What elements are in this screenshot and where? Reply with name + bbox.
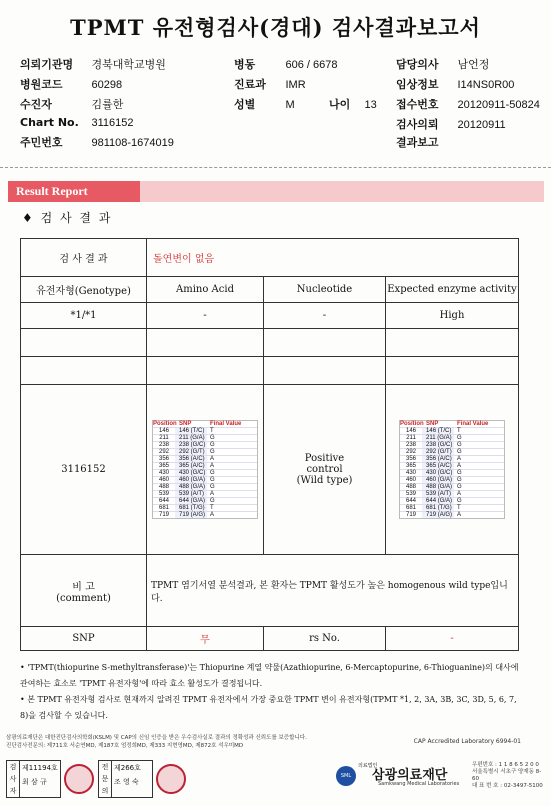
empty-cell [147, 357, 264, 385]
snp-cell: 460 [406, 477, 417, 483]
stamp-name-2: 조 영 숙 [114, 778, 139, 786]
stamp-text-2 [111, 760, 153, 798]
empty-cell [147, 329, 264, 357]
snp-row [21, 627, 519, 651]
snp-row [153, 441, 257, 448]
result-row [21, 239, 519, 277]
snp-cell: 211 [159, 435, 169, 441]
receipt-value: 20120911-50824 [457, 99, 540, 111]
footer-line-1: 삼광의료재단은 대한진단검사의학회(KSLM) 및 CAP의 신임 인증을 받은 우수검사실로 결과의 정확성과 신뢰도를 보증합니다. [6, 735, 307, 741]
column-header-row [21, 277, 519, 303]
snp-cell: 719 [158, 512, 169, 518]
sex-row [234, 96, 377, 112]
snp-cell: 365 (A/C) [175, 463, 207, 469]
receipt-label: 접수번호 [396, 98, 439, 111]
snp-cell: 292 [406, 449, 417, 455]
ward-value: 606 / 6678 [285, 59, 338, 71]
snp-cell: G [457, 435, 462, 441]
sample-snp-table [152, 420, 258, 519]
doctor-label: 담당의사 [396, 58, 439, 71]
snp-cell: 238 [406, 442, 417, 448]
snp-cell: 292 (G/T) [422, 449, 454, 455]
snp-cell: G [210, 477, 215, 483]
sex-value: M [285, 99, 295, 111]
snp-row [400, 483, 504, 490]
control-line-1: Positive [304, 453, 345, 464]
rs-label: rs No. [264, 627, 386, 651]
snp-row [153, 434, 257, 441]
snp-row [400, 462, 504, 469]
snp-cell: G [210, 449, 215, 455]
snp-cell: 292 [158, 449, 169, 455]
snp-cell: 488 (G/A) [422, 484, 454, 490]
snp-row [153, 427, 257, 434]
snp-row [153, 497, 257, 504]
snp-row [153, 483, 257, 490]
snp-row [153, 511, 257, 518]
snp-header-cell: SNP [426, 421, 439, 427]
doctor-row [396, 56, 489, 72]
snp-row [153, 476, 257, 483]
snp-cell: 430 (G/C) [175, 470, 207, 476]
remark-label-2: (comment) [56, 592, 111, 604]
genotype-row [21, 303, 519, 329]
addr-line-2: 서울특별시 서초구 양재동 8-60 [472, 769, 542, 782]
snp-cell: T [210, 428, 214, 434]
remark-label-1: 비 고 [72, 581, 95, 593]
sex-label: 성별 [234, 98, 256, 111]
snp-row [400, 497, 504, 504]
org-name: 삼광의료재단 [372, 768, 448, 783]
snp-cell: 430 [158, 470, 169, 476]
snp-cell: 488 (G/A) [175, 484, 207, 490]
empty-cell [21, 329, 147, 357]
ward-label: 병동 [234, 58, 256, 71]
snp-cell: 539 (A/T) [422, 491, 454, 497]
snp-cell: 146 (T/C) [175, 428, 207, 434]
footer-line-2: 진단검사전문의: 제711호 서순연MD, 제187호 엄정희MD, 제333 지현영MD, 제872호 석우미MD [6, 743, 244, 749]
snp-cell: A [210, 456, 215, 462]
sample-snp-cell [147, 385, 264, 555]
snp-header-cell: Position [400, 421, 424, 427]
seal-icon [64, 764, 94, 794]
request-label: 검사의뢰 [396, 118, 439, 131]
stamp-label-1: 검사자 [6, 760, 20, 798]
empty-cell [264, 329, 386, 357]
activity-value: High [386, 303, 519, 329]
patient-row [20, 96, 123, 112]
snp-label: SNP [21, 627, 147, 651]
snp-cell: G [210, 498, 215, 504]
snp-cell: G [210, 435, 215, 441]
request-row [396, 116, 506, 132]
snp-cell: 681 (T/G) [422, 505, 454, 511]
dept-row [234, 76, 306, 92]
empty-row [21, 329, 519, 357]
snp-cell: 430 [406, 470, 417, 476]
snp-header-cell: SNP [179, 421, 192, 427]
section-title: ♦ 검 사 결 과 [22, 211, 113, 225]
snp-header-cell: Final Value [210, 421, 242, 427]
result-report-tab: Result Report [8, 181, 140, 202]
col-amino: Amino Acid [147, 277, 264, 303]
snp-row [400, 441, 504, 448]
snp-cell: 211 [406, 435, 416, 441]
snp-cell: T [457, 428, 461, 434]
ward-row [234, 56, 338, 72]
snp-cell: A [457, 456, 462, 462]
snp-cell: 644 [158, 498, 169, 504]
clinical-value: I14NS0R00 [457, 79, 515, 91]
snp-cell: 719 (A/G) [422, 512, 454, 518]
seal-icon [156, 764, 186, 794]
remark-label [21, 555, 147, 627]
doctor-value: 남언정 [457, 59, 490, 71]
snp-cell: 238 (G/C) [422, 442, 454, 448]
stamp-name-1: 최 삼 규 [22, 778, 47, 786]
snp-cell: G [457, 484, 462, 490]
result-table [20, 238, 519, 651]
snp-row [153, 504, 257, 511]
org-small: 의료법인 [358, 763, 378, 769]
dept-value: IMR [285, 79, 306, 91]
snp-row [400, 434, 504, 441]
snp-header-cell: Position [153, 421, 177, 427]
cap-accreditation: CAP Accredited Laboratory 6994-01 [413, 738, 521, 745]
snp-cell: G [457, 449, 462, 455]
snp-row [400, 511, 504, 518]
snp-cell: 539 [158, 491, 169, 497]
snp-cell: 238 (G/C) [175, 442, 207, 448]
snp-cell: 365 (A/C) [422, 463, 454, 469]
rrn-value: 981108-1674019 [91, 137, 174, 149]
snp-cell: 719 [406, 512, 417, 518]
snp-row [153, 448, 257, 455]
clinical-row [396, 76, 514, 92]
snp-cell: A [210, 491, 215, 497]
snp-cell: 644 (G/A) [175, 498, 207, 504]
snp-cell: 356 (A/C) [422, 456, 454, 462]
snp-cell: 356 (A/C) [175, 456, 207, 462]
empty-cell [386, 329, 519, 357]
snp-cell: 681 [158, 505, 169, 511]
empty-cell [21, 357, 147, 385]
result-value: 돌연변이 없음 [147, 239, 519, 277]
snp-cell: A [457, 491, 462, 497]
snp-cell: G [457, 477, 462, 483]
code-label: 병원코드 [20, 78, 63, 91]
snp-cell: 430 (G/C) [422, 470, 454, 476]
stamp-id-1: 제11194호 [22, 764, 58, 772]
control-snp-cell [386, 385, 519, 555]
snp-cell: A [457, 463, 462, 469]
rrn-row [20, 134, 174, 150]
empty-row [21, 357, 519, 385]
snp-cell: 146 [406, 428, 417, 434]
snp-cell: 719 (A/G) [175, 512, 207, 518]
org-address [472, 762, 546, 790]
sample-id: 3116152 [21, 385, 147, 555]
empty-cell [386, 357, 519, 385]
snp-cell: 460 (G/A) [422, 477, 454, 483]
snp-cell: 460 (G/A) [175, 477, 207, 483]
hospital-row [20, 56, 166, 72]
snp-cell: 539 [406, 491, 417, 497]
report-row [396, 134, 458, 150]
snp-row [153, 462, 257, 469]
report-title: TPMT 유전형검사(경대) 검사결과보고서 [70, 15, 481, 40]
snp-cell: 356 [158, 456, 169, 462]
snp-cell: 356 [406, 456, 417, 462]
snp-header [153, 421, 257, 427]
result-label: 검 사 결 과 [21, 239, 147, 277]
chart-row [20, 116, 134, 129]
snp-cell: 644 (G/A) [422, 498, 454, 504]
snp-row [153, 455, 257, 462]
snp-cell: 488 [158, 484, 169, 490]
samkwang-logo-icon: SML [336, 766, 356, 786]
rs-value: - [386, 627, 519, 651]
control-label [264, 385, 386, 555]
snp-cell: 681 [406, 505, 417, 511]
snp-cell: G [457, 470, 462, 476]
snp-cell: 539 (A/T) [175, 491, 207, 497]
stamp-row [6, 758, 546, 800]
stamp-text-1 [19, 760, 61, 798]
snp-cell: 211 (G/A) [175, 435, 207, 441]
note-2: • 본 TPMT 유전자형 검사로 현재까지 알려진 TPMT 유전자에서 가장 중요한 TPMT 변이 유전자형(TPMT *1, 2, 3A, 3B, 3C, 3D, 5, 6, 7, 8)을 검사할 수 있습니다. [20, 695, 517, 720]
snp-cell: 365 [158, 463, 169, 469]
genotype-value: *1/*1 [21, 303, 147, 329]
request-value: 20120911 [457, 119, 506, 131]
snp-cell: 460 [158, 477, 169, 483]
sequence-row [21, 385, 519, 555]
age-value: 13 [364, 99, 377, 111]
snp-cell: G [457, 498, 462, 504]
col-nucleotide: Nucleotide [264, 277, 386, 303]
note-1: • 'TPMT(thiopurine S-methyltransferase)'는 Thiopurine 계열 약물(Azathiopurine, 6-Mercaptopurine, 6-Thioguanine)의 대사에 관여하는 효소로 'TPMT 유전자형'에 따라 효소 활성도가 결정됩니다. [20, 663, 519, 688]
snp-row [400, 469, 504, 476]
snp-cell: G [210, 442, 215, 448]
chart-value: 3116152 [91, 117, 134, 129]
snp-cell: 292 (G/T) [175, 449, 207, 455]
snp-row [400, 448, 504, 455]
notes [20, 660, 525, 724]
snp-cell: G [210, 470, 215, 476]
snp-cell: 238 [158, 442, 169, 448]
snp-row [400, 476, 504, 483]
snp-cell: 146 [158, 428, 169, 434]
snp-cell: A [210, 463, 215, 469]
receipt-row [396, 96, 540, 112]
col-activity: Expected enzyme activity [386, 277, 519, 303]
report-label: 결과보고 [396, 136, 439, 149]
col-genotype: 유전자형(Genotype) [21, 277, 147, 303]
snp-row [400, 504, 504, 511]
hospital-label: 의뢰기관명 [20, 58, 74, 71]
snp-cell: 365 [406, 463, 417, 469]
clinical-label: 임상정보 [396, 78, 439, 91]
divider [0, 167, 551, 168]
dept-label: 진료과 [234, 78, 266, 91]
code-row [20, 76, 122, 92]
control-line-3: (Wild type) [296, 475, 353, 486]
patient-value: 김률한 [91, 99, 124, 111]
snp-cell: 211 (G/A) [422, 435, 454, 441]
org-name-en: Samkwang Medical Laboratories [378, 781, 460, 787]
remark-row [21, 555, 519, 627]
control-line-2: control [306, 464, 343, 475]
snp-cell: T [457, 505, 461, 511]
patient-label: 수진자 [20, 98, 52, 111]
nucleotide-value: - [264, 303, 386, 329]
snp-cell: T [210, 505, 214, 511]
empty-cell [264, 357, 386, 385]
snp-cell: A [457, 512, 462, 518]
amino-value: - [147, 303, 264, 329]
snp-header [400, 421, 504, 427]
addr-line-3: 대 표 번 호 : 02-3497-5100 [472, 783, 543, 789]
snp-row [153, 490, 257, 497]
stamp-label-2: 전문의 [98, 760, 112, 798]
chart-label: Chart No. [20, 116, 79, 129]
snp-cell: 488 [406, 484, 417, 490]
snp-row [400, 490, 504, 497]
hospital-value: 경북대학교병원 [91, 59, 166, 71]
snp-cell: G [457, 442, 462, 448]
snp-row [153, 469, 257, 476]
addr-line-1: 우편번호 : 1 1 8 6 5 2 0 0 [472, 762, 539, 768]
snp-cell: A [210, 512, 215, 518]
snp-cell: 146 (T/C) [422, 428, 454, 434]
code-value: 60298 [91, 79, 123, 91]
snp-cell: 681 (T/G) [175, 505, 207, 511]
stamp-id-2: 제266호 [114, 764, 141, 772]
snp-cell: G [210, 484, 215, 490]
rrn-label: 주민번호 [20, 136, 63, 149]
age-label: 나이 [329, 98, 351, 111]
remark-text: TPMT 염기서열 분석결과, 본 환자는 TPMT 활성도가 높은 homogenous wild type입니다. [147, 555, 519, 627]
snp-cell: 644 [406, 498, 417, 504]
snp-header-cell: Final Value [457, 421, 489, 427]
snp-row [400, 427, 504, 434]
snp-value: 무 [147, 627, 264, 651]
control-snp-table [399, 420, 505, 519]
snp-row [400, 455, 504, 462]
